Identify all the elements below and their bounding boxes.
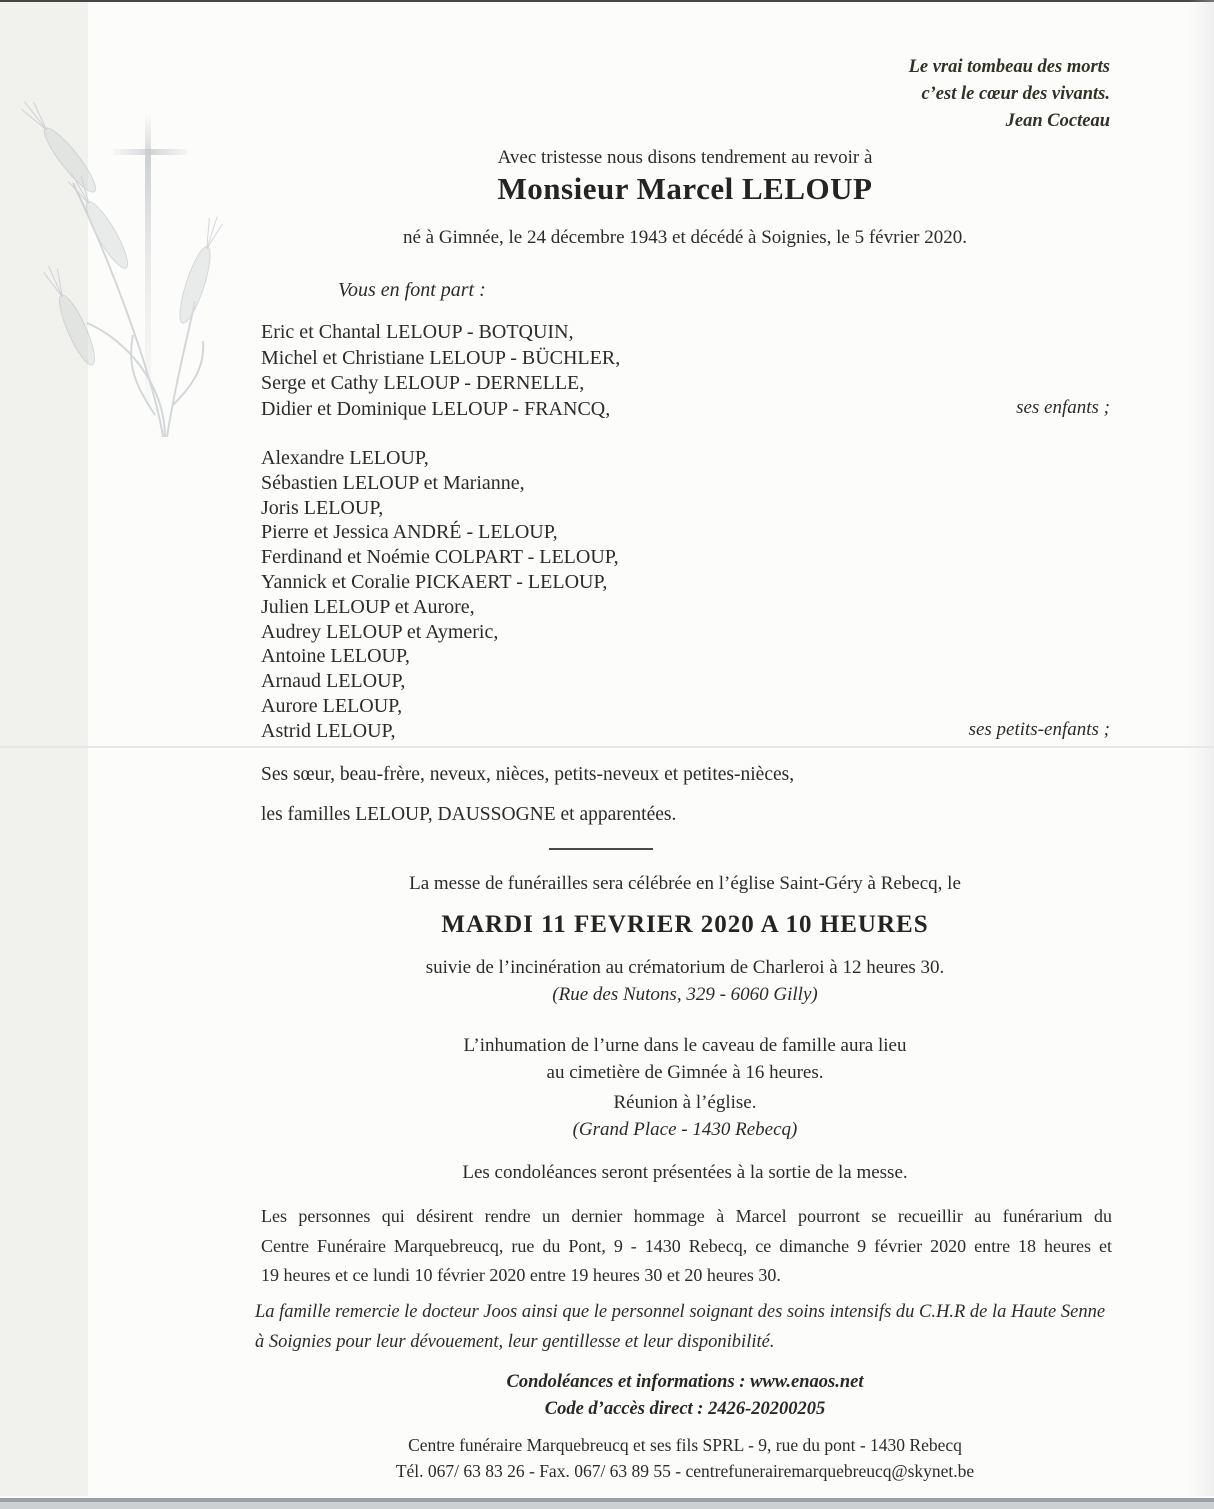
funeral-home-contact: Tél. 067/ 63 83 26 - Fax. 067/ 63 89 55 - centrefunerairemarquebreucq@skynet.be: [395, 1460, 975, 1481]
meeting-address: (Grand Place - 1430 Rebecq): [572, 1119, 798, 1140]
visitation-line-1: Les personnes qui désirent rendre un dernier hommage à Marcel pourront se recueillir au funérarium du: [261, 1206, 1112, 1226]
list-item: Didier et Dominique LELOUP - FRANCQ,: [261, 397, 611, 420]
list-item: Pierre et Jessica ANDRÉ - LELOUP,: [261, 521, 558, 544]
quote-author: Jean Cocteau: [1005, 111, 1110, 131]
funeral-home-address: Centre funéraire Marquebreucq et ses fils SPRL - 9, rue du pont - 1430 Rebecq: [408, 1435, 962, 1455]
list-item: Sébastien LELOUP et Marianne,: [261, 471, 525, 494]
visitation-line-2: Centre Funéraire Marquebreucq, rue du Pont, 9 - 1430 Rebecq, ce dimanche 9 février 2020 entre 18 heures et: [261, 1235, 1112, 1256]
paper-fold-line: [0, 746, 1214, 748]
online-access-code: Code d’accès direct : 2426-20200205: [544, 1398, 826, 1419]
inhumation-line-2: au cimetière de Gimnée à 16 heures.: [546, 1062, 824, 1083]
scan-top-edge: [0, 0, 1214, 2]
list-item: Eric et Chantal LELOUP - BOTQUIN,: [261, 321, 574, 343]
deceased-name: Monsieur Marcel LELOUP: [497, 171, 873, 206]
condolences-line: Les condoléances seront présentées à la sortie de la messe.: [462, 1162, 908, 1183]
visitation-paragraph: [261, 1202, 1112, 1291]
inhumation-line-1: L’inhumation de l’urne dans le caveau de famille aura lieu: [463, 1035, 907, 1056]
list-item: Serge et Cathy LELOUP - DERNELLE,: [261, 372, 585, 394]
quote-line-1: Le vrai tombeau des morts: [908, 57, 1110, 77]
funeral-home-footer: [260, 1433, 1110, 1484]
list-item: Yannick et Coralie PICKAERT - LELOUP,: [261, 570, 608, 593]
thanks-line-2: à Soignies pour leur dévouement, leur gentillesse et leur disponibilité.: [255, 1332, 775, 1352]
epitaph-quote: [909, 54, 1110, 135]
intro-line: Avec tristesse nous disons tendrement au revoir à: [497, 147, 873, 168]
list-item: Julien LELOUP et Aurore,: [261, 595, 475, 618]
grandchildren-list: [261, 446, 619, 744]
meeting-line: Réunion à l’église.: [613, 1092, 757, 1113]
grandchildren-role-label: ses petits-enfants ;: [968, 719, 1110, 740]
list-item: Ferdinand et Noémie COLPART - LELOUP,: [261, 546, 619, 569]
list-item: Aurore LELOUP,: [261, 694, 403, 717]
children-role-label: ses enfants ;: [1016, 397, 1110, 418]
section-divider: [549, 848, 653, 850]
other-family-line: Ses sœur, beau-frère, neveux, nièces, petits-neveux et petites-nièces,: [261, 764, 795, 785]
quote-line-2: c’est le cœur des vivants.: [921, 84, 1110, 104]
thanks-line-1: La famille remercie le docteur Joos ainsi que le personnel soignant des soins intensifs du C.H.R de la Haute Senne: [255, 1302, 1106, 1322]
list-item: Joris LELOUP,: [261, 496, 384, 519]
online-condolences-block: [260, 1369, 1110, 1422]
thanks-paragraph: [255, 1297, 1105, 1357]
list-item: Alexandre LELOUP,: [261, 447, 429, 469]
scan-bottom-edge: [0, 1496, 1214, 1509]
online-info-line: Condoléances et informations : www.enaos.net: [506, 1372, 864, 1392]
visitation-line-3: 19 heures et ce lundi 10 février 2020 entre 19 heures 30 et 20 heures 30.: [261, 1265, 781, 1285]
mass-intro: La messe de funérailles sera célébrée en l’église Saint-Géry à Rebecq, le: [409, 873, 961, 894]
cremation-line: suivie de l’incinération au crématorium de Charleroi à 12 heures 30.: [425, 957, 945, 978]
mass-datetime: MARDI 11 FEVRIER 2020 A 10 HEURES: [441, 911, 929, 938]
list-item: Audrey LELOUP et Aymeric,: [261, 620, 499, 643]
cremation-address: (Rue des Nutons, 329 - 6060 Gilly): [552, 984, 818, 1005]
list-item: Arnaud LELOUP,: [261, 670, 406, 693]
inhumation-block: [260, 1032, 1110, 1086]
cross-and-wheat-watermark-icon: [15, 85, 250, 445]
life-dates: né à Gimnée, le 24 décembre 1943 et décédé à Soignies, le 5 février 2020.: [403, 227, 967, 248]
list-item: Michel et Christiane LELOUP - BÜCHLER,: [261, 346, 621, 369]
list-item: Astrid LELOUP,: [261, 719, 396, 742]
list-item: Antoine LELOUP,: [261, 645, 410, 668]
families-line: les familles LELOUP, DAUSSOGNE et apparentées.: [261, 804, 677, 825]
scan-right-shade: [1188, 0, 1214, 1509]
announcement-label: Vous en font part :: [338, 279, 486, 301]
children-list: [261, 320, 620, 422]
